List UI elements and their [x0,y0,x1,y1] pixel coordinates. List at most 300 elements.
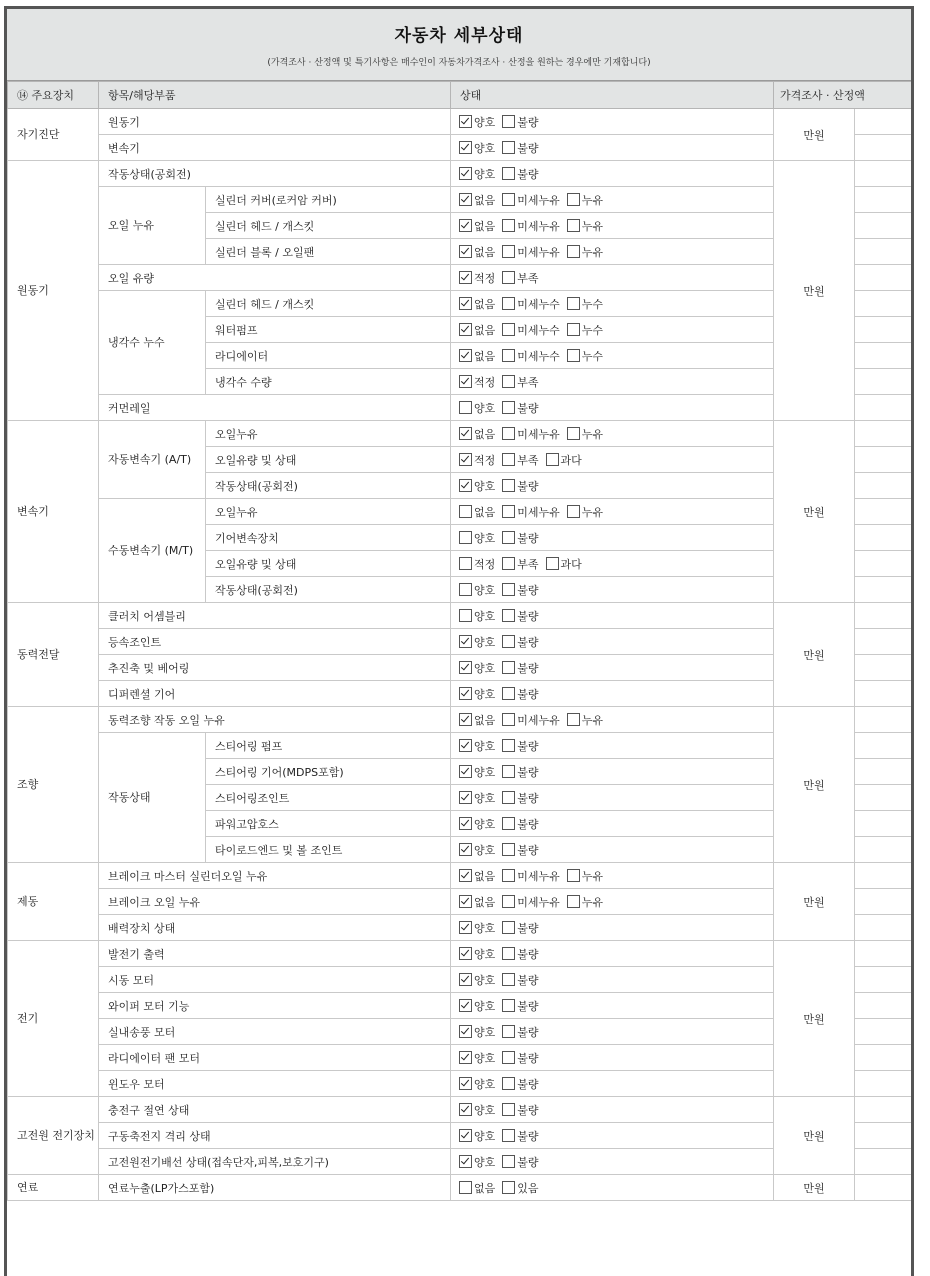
checked-checkbox[interactable] [459,869,472,882]
checkbox[interactable] [502,453,515,466]
status-option[interactable] [459,556,495,572]
status-option[interactable] [459,920,495,936]
status-cell [451,1071,774,1097]
checked-checkbox[interactable] [459,193,472,206]
status-option[interactable] [459,504,495,520]
checked-checkbox[interactable] [459,1129,472,1142]
checked-checkbox[interactable] [459,895,472,908]
status-option[interactable] [459,1154,495,1170]
checked-checkbox[interactable] [459,791,472,804]
option-label: 누유 [581,245,604,259]
price-cell: 만원 [774,109,855,161]
table-body [8,109,913,1201]
checkbox[interactable] [502,765,515,778]
status-option[interactable] [502,582,538,598]
status-option[interactable] [459,1180,495,1196]
status-option[interactable] [459,426,495,442]
checkbox[interactable] [502,687,515,700]
checked-checkbox[interactable] [459,167,472,180]
checked-checkbox[interactable] [459,921,472,934]
status-option[interactable] [502,998,538,1014]
checkbox[interactable] [502,193,515,206]
category-cell: 전기 [8,941,99,1097]
option-label: 양호 [474,999,496,1013]
status-option[interactable] [502,894,560,910]
status-cell [451,525,774,551]
checkbox[interactable] [459,609,472,622]
checked-checkbox[interactable] [459,739,472,752]
status-option[interactable] [502,556,538,572]
checkbox[interactable] [502,843,515,856]
remark-cell[interactable] [855,525,913,551]
option-label: 불량 [517,843,539,857]
checkbox[interactable] [567,219,580,232]
remark-cell[interactable] [855,1149,913,1175]
remark-cell[interactable] [855,1097,913,1123]
option-label: 양호 [474,583,496,597]
remark-cell[interactable] [855,759,913,785]
status-option[interactable] [459,790,495,806]
checkbox[interactable] [502,1181,515,1194]
option-label: 불량 [517,973,539,987]
checked-checkbox[interactable] [459,479,472,492]
option-label: 양호 [474,401,496,415]
checkbox[interactable] [502,1025,515,1038]
price-cell: 만원 [774,161,855,421]
status-cell [451,473,774,499]
checkbox[interactable] [567,505,580,518]
option-label: 부족 [517,271,539,285]
checkbox[interactable] [502,297,515,310]
remark-cell[interactable] [855,1071,913,1097]
status-option[interactable] [502,166,538,182]
status-option[interactable] [459,712,495,728]
checkbox[interactable] [502,635,515,648]
checkbox[interactable] [502,115,515,128]
category-cell: 제동 [8,863,99,941]
item-cell: 실린더 헤드 / 개스킷 [206,213,451,239]
item-cell: 타이로드엔드 및 볼 조인트 [206,837,451,863]
status-option[interactable] [459,114,495,130]
status-option[interactable] [459,270,495,286]
option-label: 없음 [474,505,496,519]
checkbox[interactable] [567,323,580,336]
price-cell: 만원 [774,941,855,1097]
status-option[interactable] [567,426,603,442]
status-option[interactable] [459,660,495,676]
status-cell [451,863,774,889]
status-option[interactable] [459,608,495,624]
option-label: 불량 [517,1129,539,1143]
checkbox[interactable] [502,271,515,284]
checked-checkbox[interactable] [459,349,472,362]
checked-checkbox[interactable] [459,1155,472,1168]
checkbox[interactable] [567,297,580,310]
item-cell: 스티어링 펌프 [206,733,451,759]
checkbox[interactable] [459,505,472,518]
status-option[interactable] [502,478,538,494]
checkbox[interactable] [502,557,515,570]
status-option[interactable] [502,140,538,156]
status-option[interactable] [502,400,538,416]
option-label: 불량 [517,687,539,701]
status-option[interactable] [502,972,538,988]
status-option[interactable] [502,270,538,286]
status-option[interactable] [502,660,538,676]
status-option[interactable] [502,322,560,338]
status-option[interactable] [459,478,495,494]
status-option[interactable] [502,790,538,806]
checkbox[interactable] [459,1181,472,1194]
option-label: 양호 [474,1051,496,1065]
status-option[interactable] [502,816,538,832]
checked-checkbox[interactable] [459,297,472,310]
remark-cell[interactable] [855,603,913,629]
checked-checkbox[interactable] [459,1051,472,1064]
option-label: 양호 [474,817,496,831]
status-option[interactable] [502,218,560,234]
status-cell [451,317,774,343]
status-option[interactable] [459,894,495,910]
status-option[interactable] [567,504,603,520]
status-option[interactable] [459,868,495,884]
status-option[interactable] [459,972,495,988]
remark-cell[interactable] [855,837,913,863]
checkbox[interactable] [502,219,515,232]
checkbox[interactable] [502,141,515,154]
remark-cell[interactable] [855,421,913,447]
checkbox[interactable] [502,531,515,544]
status-cell [451,369,774,395]
remark-cell[interactable] [855,811,913,837]
status-option[interactable] [502,1050,538,1066]
checkbox[interactable] [502,1129,515,1142]
remark-cell[interactable] [855,577,913,603]
remark-cell[interactable] [855,655,913,681]
checked-checkbox[interactable] [459,635,472,648]
status-option[interactable] [502,244,560,260]
remark-cell[interactable] [855,863,913,889]
status-option[interactable] [459,348,495,364]
remark-cell[interactable] [855,1123,913,1149]
checked-checkbox[interactable] [459,219,472,232]
remark-cell[interactable] [855,187,913,213]
checked-checkbox[interactable] [459,1103,472,1116]
checkbox[interactable] [502,167,515,180]
remark-cell[interactable] [855,109,913,135]
option-label: 없음 [474,297,496,311]
remark-cell[interactable] [855,551,913,577]
remark-cell[interactable] [855,1019,913,1045]
option-label: 불량 [517,1077,539,1091]
status-cell [451,707,774,733]
checkbox[interactable] [502,349,515,362]
remark-cell[interactable] [855,993,913,1019]
status-option[interactable] [502,1180,538,1196]
status-option[interactable] [567,322,603,338]
checked-checkbox[interactable] [459,765,472,778]
status-option[interactable] [502,426,560,442]
item-cell: 클러치 어셈블리 [99,603,451,629]
remark-cell[interactable] [855,889,913,915]
item-cell: 오일누유 [206,421,451,447]
option-label: 적정 [474,557,496,571]
status-option[interactable] [567,348,603,364]
checkbox[interactable] [502,739,515,752]
status-option[interactable] [502,1102,538,1118]
status-option[interactable] [502,842,538,858]
status-option[interactable] [502,712,560,728]
option-label: 양호 [474,635,496,649]
checkbox[interactable] [567,895,580,908]
status-option[interactable] [502,114,538,130]
remark-cell[interactable] [855,941,913,967]
option-label: 불량 [517,999,539,1013]
status-option[interactable] [567,894,603,910]
status-option[interactable] [459,296,495,312]
status-option[interactable] [459,764,495,780]
checkbox[interactable] [502,713,515,726]
status-option[interactable] [459,998,495,1014]
item-cell: 오일누유 [206,499,451,525]
checked-checkbox[interactable] [459,713,472,726]
status-option[interactable] [459,946,495,962]
status-option[interactable] [502,738,538,754]
checkbox[interactable] [502,401,515,414]
status-option[interactable] [459,322,495,338]
checkbox[interactable] [502,973,515,986]
subcategory-cell: 수동변속기 (M/T) [99,499,206,603]
remark-cell[interactable] [855,1045,913,1071]
option-label: 누수 [581,323,604,337]
status-option[interactable] [546,452,582,468]
checked-checkbox[interactable] [459,999,472,1012]
status-option[interactable] [502,530,538,546]
status-option[interactable] [459,582,495,598]
status-option[interactable] [459,374,495,390]
checkbox[interactable] [502,791,515,804]
option-label: 불량 [517,1025,539,1039]
checkbox[interactable] [502,609,515,622]
remark-cell[interactable] [855,785,913,811]
status-option[interactable] [459,218,495,234]
remark-cell[interactable] [855,629,913,655]
checkbox[interactable] [502,1155,515,1168]
status-option[interactable] [459,452,495,468]
checkbox[interactable] [502,817,515,830]
table-row [8,1175,913,1201]
status-option[interactable] [567,296,603,312]
subcategory-cell: 냉각수 누수 [99,291,206,395]
checkbox[interactable] [502,1051,515,1064]
remark-cell[interactable] [855,499,913,525]
status-option[interactable] [459,530,495,546]
checkbox[interactable] [502,999,515,1012]
remark-cell[interactable] [855,239,913,265]
checkbox[interactable] [502,479,515,492]
remark-cell[interactable] [855,369,913,395]
checkbox[interactable] [546,453,559,466]
status-option[interactable] [459,1024,495,1040]
remark-cell[interactable] [855,317,913,343]
checked-checkbox[interactable] [459,1025,472,1038]
status-option[interactable] [459,166,495,182]
status-option[interactable] [502,374,538,390]
status-option[interactable] [567,218,603,234]
checkbox[interactable] [502,1103,515,1116]
status-cell [451,1045,774,1071]
status-option[interactable] [502,920,538,936]
checkbox[interactable] [546,557,559,570]
checked-checkbox[interactable] [459,973,472,986]
status-option[interactable] [567,868,603,884]
status-option[interactable] [502,946,538,962]
option-label: 양호 [474,947,496,961]
status-option[interactable] [567,244,603,260]
checked-checkbox[interactable] [459,661,472,674]
status-cell [451,1123,774,1149]
remark-cell[interactable] [855,473,913,499]
status-option[interactable] [502,348,560,364]
checkbox[interactable] [567,245,580,258]
table-row [8,863,913,889]
item-cell: 브레이크 마스터 실린더오일 누유 [99,863,451,889]
checkbox[interactable] [502,245,515,258]
checked-checkbox[interactable] [459,115,472,128]
checkbox[interactable] [502,895,515,908]
checked-checkbox[interactable] [459,375,472,388]
checkbox[interactable] [502,869,515,882]
status-option[interactable] [502,1076,538,1092]
remark-cell[interactable] [855,395,913,421]
checkbox[interactable] [567,349,580,362]
checkbox[interactable] [567,193,580,206]
checkbox[interactable] [459,531,472,544]
status-option[interactable] [502,1154,538,1170]
checkbox[interactable] [567,869,580,882]
checked-checkbox[interactable] [459,245,472,258]
checkbox[interactable] [567,427,580,440]
checkbox[interactable] [502,661,515,674]
status-option[interactable] [459,1128,495,1144]
price-cell: 만원 [774,421,855,603]
status-option[interactable] [459,634,495,650]
status-option[interactable] [502,764,538,780]
status-option[interactable] [459,1076,495,1092]
remark-cell[interactable] [855,447,913,473]
status-option[interactable] [459,400,495,416]
option-label: 없음 [474,869,496,883]
checkbox[interactable] [502,375,515,388]
option-label: 누유 [581,869,604,883]
checked-checkbox[interactable] [459,427,472,440]
status-option[interactable] [502,608,538,624]
remark-cell[interactable] [855,213,913,239]
status-option[interactable] [459,738,495,754]
status-cell [451,161,774,187]
checkbox[interactable] [459,583,472,596]
checkbox[interactable] [459,401,472,414]
status-option[interactable] [502,634,538,650]
status-cell [451,1019,774,1045]
option-label: 불량 [517,739,539,753]
item-cell: 라디에이터 [206,343,451,369]
table-row [8,941,913,967]
status-option[interactable] [459,140,495,156]
remark-cell[interactable] [855,291,913,317]
checkbox[interactable] [459,557,472,570]
checked-checkbox[interactable] [459,453,472,466]
checkbox[interactable] [502,427,515,440]
status-option[interactable] [459,816,495,832]
item-cell: 워터펌프 [206,317,451,343]
remark-cell[interactable] [855,265,913,291]
checkbox[interactable] [502,323,515,336]
checkbox[interactable] [502,1077,515,1090]
status-option[interactable] [502,868,560,884]
remark-cell[interactable] [855,135,913,161]
item-cell: 오일유량 및 상태 [206,551,451,577]
status-option[interactable] [502,192,560,208]
status-option[interactable] [502,452,538,468]
option-label: 양호 [474,973,496,987]
status-option[interactable] [546,556,582,572]
remark-cell[interactable] [855,915,913,941]
checked-checkbox[interactable] [459,687,472,700]
status-option[interactable] [459,1102,495,1118]
checkbox[interactable] [502,921,515,934]
checkbox[interactable] [567,713,580,726]
price-cell: 만원 [774,1097,855,1175]
checked-checkbox[interactable] [459,323,472,336]
status-option[interactable] [459,686,495,702]
status-cell [451,811,774,837]
remark-cell[interactable] [855,707,913,733]
status-option[interactable] [502,686,538,702]
status-option[interactable] [567,712,603,728]
checked-checkbox[interactable] [459,141,472,154]
remark-cell[interactable] [855,343,913,369]
status-option[interactable] [502,1024,538,1040]
checked-checkbox[interactable] [459,1077,472,1090]
option-label: 누수 [581,349,604,363]
option-label: 누수 [581,297,604,311]
status-option[interactable] [459,192,495,208]
checked-checkbox[interactable] [459,271,472,284]
status-option[interactable] [502,1128,538,1144]
remark-cell[interactable] [855,733,913,759]
price-cell: 만원 [774,707,855,863]
status-option[interactable] [567,192,603,208]
document-title: 자동차 세부상태 [394,26,524,46]
remark-cell[interactable] [855,1175,913,1201]
checkbox[interactable] [502,583,515,596]
status-option[interactable] [502,504,560,520]
checkbox[interactable] [502,505,515,518]
status-option[interactable] [502,296,560,312]
remark-cell[interactable] [855,681,913,707]
status-option[interactable] [459,244,495,260]
checked-checkbox[interactable] [459,947,472,960]
title-block [7,9,911,81]
checkbox[interactable] [502,947,515,960]
checked-checkbox[interactable] [459,843,472,856]
checked-checkbox[interactable] [459,817,472,830]
status-option[interactable] [459,842,495,858]
status-option[interactable] [459,1050,495,1066]
remark-cell[interactable] [855,967,913,993]
remark-cell[interactable] [855,161,913,187]
